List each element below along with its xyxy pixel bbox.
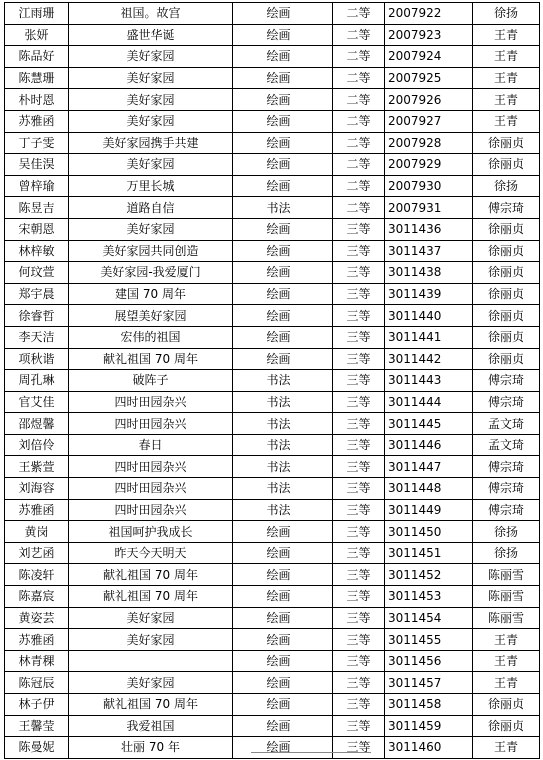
category-cell: 书法 xyxy=(233,197,333,219)
title-cell: 盛世华诞 xyxy=(69,24,233,46)
category-cell: 绘画 xyxy=(233,305,333,327)
award-cell: 三等 xyxy=(333,434,385,456)
teacher-cell: 徐扬 xyxy=(473,3,540,25)
title-cell: 宏伟的祖国 xyxy=(69,326,233,348)
award-cell: 二等 xyxy=(333,132,385,154)
table-row xyxy=(5,132,540,154)
award-cell: 三等 xyxy=(333,478,385,500)
category-cell: 书法 xyxy=(233,499,333,521)
table-row xyxy=(5,46,540,68)
award-cell: 三等 xyxy=(333,650,385,672)
name-cell: 刘倍伶 xyxy=(5,434,69,456)
teacher-cell: 王青 xyxy=(473,46,540,68)
title-cell: 四时田园杂兴 xyxy=(69,391,233,413)
category-cell: 书法 xyxy=(233,391,333,413)
category-cell: 绘画 xyxy=(233,629,333,651)
table-row xyxy=(5,154,540,176)
teacher-cell: 王青 xyxy=(473,672,540,694)
name-cell: 陈品好 xyxy=(5,46,69,68)
teacher-cell: 陈丽雪 xyxy=(473,586,540,608)
title-cell: 美好家园 xyxy=(69,67,233,89)
award-cell: 二等 xyxy=(333,67,385,89)
table-row xyxy=(5,391,540,413)
title-cell: 美好家园 xyxy=(69,629,233,651)
name-cell: 林青稞 xyxy=(5,650,69,672)
code-cell: 3011449 xyxy=(385,499,473,521)
award-cell: 三等 xyxy=(333,521,385,543)
code-cell: 2007925 xyxy=(385,67,473,89)
award-cell: 三等 xyxy=(333,326,385,348)
award-cell: 三等 xyxy=(333,694,385,716)
award-cell: 二等 xyxy=(333,89,385,111)
name-cell: 吴佳淏 xyxy=(5,154,69,176)
code-cell: 2007922 xyxy=(385,3,473,25)
title-cell: 美好家园 xyxy=(69,154,233,176)
code-cell: 2007923 xyxy=(385,24,473,46)
teacher-cell: 王青 xyxy=(473,110,540,132)
category-cell: 绘画 xyxy=(233,715,333,737)
title-cell: 万里长城 xyxy=(69,175,233,197)
code-cell: 2007926 xyxy=(385,89,473,111)
table-row xyxy=(5,521,540,543)
category-cell: 绘画 xyxy=(233,24,333,46)
code-cell: 2007928 xyxy=(385,132,473,154)
award-cell: 三等 xyxy=(333,262,385,284)
code-cell: 3011442 xyxy=(385,348,473,370)
table-row xyxy=(5,305,540,327)
award-cell: 三等 xyxy=(333,542,385,564)
name-cell: 江雨珊 xyxy=(5,3,69,25)
teacher-cell: 王青 xyxy=(473,24,540,46)
table-body xyxy=(5,3,540,759)
category-cell: 书法 xyxy=(233,478,333,500)
award-cell: 三等 xyxy=(333,715,385,737)
code-cell: 3011451 xyxy=(385,542,473,564)
teacher-cell: 徐扬 xyxy=(473,521,540,543)
code-cell: 3011438 xyxy=(385,262,473,284)
category-cell: 绘画 xyxy=(233,3,333,25)
award-cell: 三等 xyxy=(333,348,385,370)
code-cell: 3011447 xyxy=(385,456,473,478)
code-cell: 3011458 xyxy=(385,694,473,716)
name-cell: 曾梓瑜 xyxy=(5,175,69,197)
category-cell: 绘画 xyxy=(233,650,333,672)
table-row xyxy=(5,715,540,737)
title-cell: 展望美好家园 xyxy=(69,305,233,327)
teacher-cell: 徐丽贞 xyxy=(473,240,540,262)
category-cell: 绘画 xyxy=(233,694,333,716)
bottom-rule xyxy=(251,752,371,753)
name-cell: 陈慧珊 xyxy=(5,67,69,89)
title-cell: 四时田园杂兴 xyxy=(69,499,233,521)
code-cell: 3011459 xyxy=(385,715,473,737)
category-cell: 绘画 xyxy=(233,154,333,176)
title-cell: 昨天今天明天 xyxy=(69,542,233,564)
name-cell: 黄姿芸 xyxy=(5,607,69,629)
category-cell: 绘画 xyxy=(233,672,333,694)
code-cell: 2007927 xyxy=(385,110,473,132)
code-cell: 3011436 xyxy=(385,218,473,240)
category-cell: 绘画 xyxy=(233,218,333,240)
category-cell: 绘画 xyxy=(233,564,333,586)
category-cell: 绘画 xyxy=(233,586,333,608)
category-cell: 绘画 xyxy=(233,46,333,68)
name-cell: 官艾佳 xyxy=(5,391,69,413)
title-cell: 美好家园携手共建 xyxy=(69,132,233,154)
award-cell: 三等 xyxy=(333,456,385,478)
teacher-cell: 傅宗琦 xyxy=(473,478,540,500)
table-row xyxy=(5,542,540,564)
award-cell: 三等 xyxy=(333,370,385,392)
award-cell: 三等 xyxy=(333,607,385,629)
title-cell: 四时田园杂兴 xyxy=(69,456,233,478)
teacher-cell: 徐丽贞 xyxy=(473,326,540,348)
award-cell: 二等 xyxy=(333,24,385,46)
award-cell: 二等 xyxy=(333,154,385,176)
teacher-cell: 徐丽贞 xyxy=(473,694,540,716)
name-cell: 邵煜馨 xyxy=(5,413,69,435)
award-cell: 三等 xyxy=(333,737,385,759)
teacher-cell: 傅宗琦 xyxy=(473,197,540,219)
teacher-cell: 徐丽贞 xyxy=(473,305,540,327)
name-cell: 项秋谐 xyxy=(5,348,69,370)
table-row xyxy=(5,197,540,219)
code-cell: 3011441 xyxy=(385,326,473,348)
teacher-cell: 王青 xyxy=(473,650,540,672)
code-cell: 2007930 xyxy=(385,175,473,197)
award-cell: 三等 xyxy=(333,218,385,240)
name-cell: 黄岗 xyxy=(5,521,69,543)
code-cell: 3011443 xyxy=(385,370,473,392)
code-cell: 2007929 xyxy=(385,154,473,176)
teacher-cell: 孟文琦 xyxy=(473,434,540,456)
name-cell: 陈昱吉 xyxy=(5,197,69,219)
table-row xyxy=(5,672,540,694)
category-cell: 书法 xyxy=(233,434,333,456)
name-cell: 苏雅函 xyxy=(5,110,69,132)
award-cell: 二等 xyxy=(333,110,385,132)
teacher-cell: 徐扬 xyxy=(473,175,540,197)
title-cell: 献礼祖国 70 周年 xyxy=(69,564,233,586)
teacher-cell: 徐丽贞 xyxy=(473,262,540,284)
teacher-cell: 王青 xyxy=(473,89,540,111)
award-cell: 三等 xyxy=(333,413,385,435)
teacher-cell: 傅宗琦 xyxy=(473,391,540,413)
table-row xyxy=(5,240,540,262)
award-cell: 二等 xyxy=(333,46,385,68)
category-cell: 绘画 xyxy=(233,89,333,111)
category-cell: 绘画 xyxy=(233,240,333,262)
code-cell: 3011455 xyxy=(385,629,473,651)
category-cell: 绘画 xyxy=(233,737,333,759)
title-cell: 献礼祖国 70 周年 xyxy=(69,348,233,370)
category-cell: 绘画 xyxy=(233,348,333,370)
table-row xyxy=(5,370,540,392)
name-cell: 周孔琳 xyxy=(5,370,69,392)
table-row xyxy=(5,262,540,284)
name-cell: 宋朝恩 xyxy=(5,218,69,240)
name-cell: 陈冠辰 xyxy=(5,672,69,694)
category-cell: 绘画 xyxy=(233,283,333,305)
table-row xyxy=(5,175,540,197)
name-cell: 苏雅函 xyxy=(5,629,69,651)
teacher-cell: 徐扬 xyxy=(473,542,540,564)
table-row xyxy=(5,348,540,370)
category-cell: 书法 xyxy=(233,370,333,392)
table-row xyxy=(5,413,540,435)
name-cell: 徐睿哲 xyxy=(5,305,69,327)
award-cell: 三等 xyxy=(333,672,385,694)
title-cell: 美好家园 xyxy=(69,89,233,111)
code-cell: 3011440 xyxy=(385,305,473,327)
table-row xyxy=(5,110,540,132)
teacher-cell: 王青 xyxy=(473,67,540,89)
teacher-cell: 徐丽贞 xyxy=(473,132,540,154)
award-cell: 三等 xyxy=(333,305,385,327)
award-cell: 二等 xyxy=(333,3,385,25)
category-cell: 书法 xyxy=(233,413,333,435)
title-cell: 献礼祖国 70 周年 xyxy=(69,586,233,608)
title-cell: 四时田园杂兴 xyxy=(69,478,233,500)
title-cell: 春日 xyxy=(69,434,233,456)
teacher-cell: 徐丽贞 xyxy=(473,218,540,240)
title-cell: 四时田园杂兴 xyxy=(69,413,233,435)
award-cell: 三等 xyxy=(333,499,385,521)
category-cell: 绘画 xyxy=(233,110,333,132)
code-cell: 3011446 xyxy=(385,434,473,456)
teacher-cell: 王青 xyxy=(473,629,540,651)
title-cell: 美好家园 xyxy=(69,218,233,240)
name-cell: 张妍 xyxy=(5,24,69,46)
teacher-cell: 傅宗琦 xyxy=(473,456,540,478)
table-row xyxy=(5,650,540,672)
name-cell: 林子伊 xyxy=(5,694,69,716)
code-cell: 3011444 xyxy=(385,391,473,413)
teacher-cell: 王青 xyxy=(473,737,540,759)
name-cell: 李天洁 xyxy=(5,326,69,348)
title-cell: 美好家园共同创造 xyxy=(69,240,233,262)
name-cell: 陈凌轩 xyxy=(5,564,69,586)
name-cell: 王馨莹 xyxy=(5,715,69,737)
table-row xyxy=(5,326,540,348)
category-cell: 绘画 xyxy=(233,542,333,564)
category-cell: 绘画 xyxy=(233,262,333,284)
table-row xyxy=(5,478,540,500)
title-cell: 美好家园-我爱厦门 xyxy=(69,262,233,284)
code-cell: 3011437 xyxy=(385,240,473,262)
title-cell: 壮丽 70 年 xyxy=(69,737,233,759)
name-cell: 刘艺函 xyxy=(5,542,69,564)
title-cell: 破阵子 xyxy=(69,370,233,392)
category-cell: 绘画 xyxy=(233,607,333,629)
table-row xyxy=(5,3,540,25)
name-cell: 陈曼妮 xyxy=(5,737,69,759)
awards-table xyxy=(4,2,540,759)
name-cell: 王紫萱 xyxy=(5,456,69,478)
category-cell: 绘画 xyxy=(233,132,333,154)
table-row xyxy=(5,629,540,651)
teacher-cell: 徐丽贞 xyxy=(473,283,540,305)
teacher-cell: 徐丽贞 xyxy=(473,154,540,176)
category-cell: 绘画 xyxy=(233,175,333,197)
code-cell: 3011457 xyxy=(385,672,473,694)
award-cell: 三等 xyxy=(333,240,385,262)
name-cell: 朴时恩 xyxy=(5,89,69,111)
name-cell: 郑宇晨 xyxy=(5,283,69,305)
teacher-cell: 陈丽雪 xyxy=(473,564,540,586)
name-cell: 陈嘉宸 xyxy=(5,586,69,608)
code-cell: 3011452 xyxy=(385,564,473,586)
award-cell: 三等 xyxy=(333,283,385,305)
table-row xyxy=(5,499,540,521)
title-cell: 我爱祖国 xyxy=(69,715,233,737)
code-cell: 3011453 xyxy=(385,586,473,608)
teacher-cell: 傅宗琦 xyxy=(473,499,540,521)
teacher-cell: 傅宗琦 xyxy=(473,370,540,392)
title-cell: 道路自信 xyxy=(69,197,233,219)
award-cell: 三等 xyxy=(333,391,385,413)
table-row xyxy=(5,564,540,586)
table-row xyxy=(5,737,540,759)
name-cell: 何玟萱 xyxy=(5,262,69,284)
teacher-cell: 徐丽贞 xyxy=(473,715,540,737)
category-cell: 绘画 xyxy=(233,326,333,348)
award-cell: 三等 xyxy=(333,564,385,586)
name-cell: 林梓敏 xyxy=(5,240,69,262)
table-row xyxy=(5,67,540,89)
code-cell: 3011454 xyxy=(385,607,473,629)
teacher-cell: 孟文琦 xyxy=(473,413,540,435)
title-cell: 献礼祖国 70 周年 xyxy=(69,694,233,716)
code-cell: 3011450 xyxy=(385,521,473,543)
title-cell: 建国 70 周年 xyxy=(69,283,233,305)
name-cell: 丁子雯 xyxy=(5,132,69,154)
table-row xyxy=(5,586,540,608)
name-cell: 刘海容 xyxy=(5,478,69,500)
title-cell xyxy=(69,650,233,672)
title-cell: 美好家园 xyxy=(69,46,233,68)
teacher-cell: 陈丽雪 xyxy=(473,607,540,629)
table-row xyxy=(5,24,540,46)
award-cell: 二等 xyxy=(333,175,385,197)
award-cell: 三等 xyxy=(333,629,385,651)
table-row xyxy=(5,456,540,478)
teacher-cell: 徐丽贞 xyxy=(473,348,540,370)
table-row xyxy=(5,434,540,456)
category-cell: 绘画 xyxy=(233,67,333,89)
category-cell: 书法 xyxy=(233,456,333,478)
code-cell: 3011456 xyxy=(385,650,473,672)
award-cell: 二等 xyxy=(333,197,385,219)
table-row xyxy=(5,218,540,240)
table-row xyxy=(5,694,540,716)
title-cell: 美好家园 xyxy=(69,110,233,132)
title-cell: 祖国呵护我成长 xyxy=(69,521,233,543)
table-row xyxy=(5,607,540,629)
title-cell: 美好家园 xyxy=(69,607,233,629)
table-row xyxy=(5,283,540,305)
category-cell: 绘画 xyxy=(233,521,333,543)
award-cell: 三等 xyxy=(333,586,385,608)
code-cell: 3011445 xyxy=(385,413,473,435)
name-cell: 苏雅函 xyxy=(5,499,69,521)
code-cell: 2007924 xyxy=(385,46,473,68)
code-cell: 3011460 xyxy=(385,737,473,759)
code-cell: 3011439 xyxy=(385,283,473,305)
code-cell: 2007931 xyxy=(385,197,473,219)
table-row xyxy=(5,89,540,111)
title-cell: 美好家园 xyxy=(69,672,233,694)
title-cell: 祖国。故宫 xyxy=(69,3,233,25)
code-cell: 3011448 xyxy=(385,478,473,500)
